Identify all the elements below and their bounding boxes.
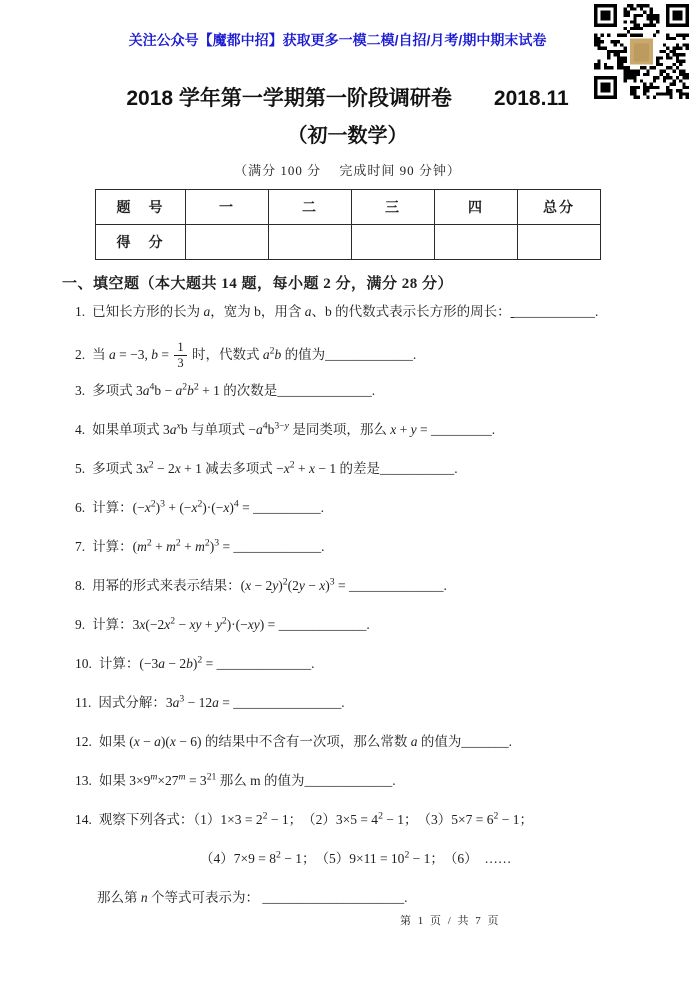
fill-in-questions-list [0, 302, 695, 908]
question-text: 观察下列各式：$(1)1\times 3 = 2^2 - 1$； $(2)3\times 5 = 4^2 - 1$； $(3)5\times 7 = 6^2 - 1$； [98, 810, 533, 828]
question-number: 5. [75, 461, 86, 477]
question-number: 2. [75, 346, 86, 362]
question-number: 13. [75, 773, 92, 789]
question-number: 11. [75, 695, 92, 711]
question-text: 已知长方形的长为 a，宽为 b，用含 a、b 的代数式表示长方形的周长： ____________. [92, 304, 599, 319]
question-text: 当 a = −3, b = $\frac{1}{3}$ 时，代数式 $a^2b$ 的值为_____________. [92, 340, 417, 371]
qr-center-logo [630, 38, 653, 64]
question-item [75, 381, 685, 401]
score-table-label-cell: 题 号 [96, 190, 186, 225]
question-text: 如果 (x − a)(x − 6) 的结果中不含有一次项，那么常数 a 的值为_______. [98, 734, 512, 750]
question-item [75, 654, 685, 674]
question-item [75, 420, 685, 440]
score-table-column-header: 一 [186, 190, 269, 225]
score-table-column-header: 三 [352, 190, 435, 225]
question-number: 7. [75, 539, 86, 555]
score-table-header-row [96, 190, 601, 225]
question-text: 计算：$3x(-2x^2$ − xy + $y^2)\cdot(-xy)$ = _____________. [92, 615, 370, 633]
score-empty-cell [352, 225, 435, 260]
question-text: $(4)7\times 9 = 8^2 - 1$； $(5)9\times 11 = 10^2 - 1$； （6） …… [200, 849, 512, 867]
question-item [75, 302, 685, 322]
question-number: 10. [75, 656, 92, 672]
score-empty-cell [518, 225, 601, 260]
question-number: 8. [75, 578, 86, 594]
question-text: 多项式 $3x^2 - 2x + 1$ 减去多项式 $-x^2 + x - 1$ 的差是___________. [92, 459, 458, 477]
question-item [75, 693, 685, 713]
question-text: 计算：$(-3a - 2b)^2$ = ______________. [98, 654, 315, 672]
page-subtitle: （初一数学） [287, 125, 408, 147]
score-table-score-row [96, 225, 601, 260]
score-empty-cell [435, 225, 518, 260]
question-number: 6. [75, 500, 86, 516]
question-text: 如果 $3\times 9^m\times 27^m = 3^{21}$ 那么 m 的值为_____________. [98, 771, 396, 789]
score-table-column-header: 二 [269, 190, 352, 225]
score-table-column-header: 四 [435, 190, 518, 225]
question-number: 1. [75, 304, 86, 319]
question-item [75, 576, 685, 596]
question-number: 9. [75, 617, 86, 633]
score-table [95, 189, 601, 260]
question-item [75, 771, 685, 791]
header-notice: 关注公众号【魔都中招】获取更多一模二模/自招/月考/期中期末试卷 [128, 32, 547, 48]
question-item [75, 732, 685, 752]
question-item [75, 810, 685, 830]
page-title: 2018 学年第一学期第一阶段调研卷 2018.11 [126, 87, 569, 110]
page-number: 第 1 页 / 共 7 页 [400, 915, 501, 928]
question-continuation-line [200, 849, 685, 869]
question-text: 那么第 n 个等式可表示为： _____________________. [97, 890, 408, 906]
question-item [75, 615, 685, 635]
section1-heading: 一、填空题（本大题共 14 题，每小题 2 分，满分 28 分） [62, 276, 454, 292]
question-number: 14. [75, 812, 92, 828]
exam-info: （满分 100 分 完成时间 90 分钟） [234, 163, 461, 178]
score-row-label: 得 分 [96, 225, 186, 260]
question-text: 计算：$(m^2 + m^2 + m^2)^3$ = _____________. [92, 537, 325, 555]
question-continuation-line [97, 888, 685, 908]
score-empty-cell [186, 225, 269, 260]
score-empty-cell [269, 225, 352, 260]
question-text: 如果单项式 $3a^xb$ 与单项式 $-a^4b^{3-y}$ 是同类项，那么 x + y = _________. [92, 420, 496, 438]
score-table-column-header: 总分 [518, 190, 601, 225]
question-item [75, 341, 685, 370]
question-text: 多项式 $3a^4b - a^2b^2 + 1$ 的次数是______________. [92, 381, 376, 399]
question-number: 4. [75, 422, 86, 438]
question-item [75, 537, 685, 557]
question-text: 用幂的形式来表示结果：$(x - 2y)^2(2y - x)^3$ = ______________. [92, 576, 447, 594]
question-number: 12. [75, 734, 92, 750]
question-text: 因式分解：$3a^3 - 12a$ = ________________. [98, 693, 345, 711]
question-text: 计算：$(-x^2)^3 + (-x^2)\cdot(-x)^4$ = __________. [92, 498, 325, 516]
question-item [75, 459, 685, 479]
question-item [75, 498, 685, 518]
qr-code [594, 4, 689, 99]
question-number: 3. [75, 383, 86, 399]
